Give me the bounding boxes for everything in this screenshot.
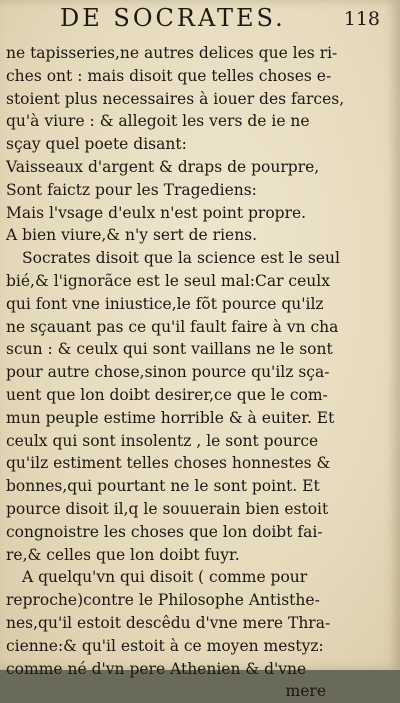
text-line: bonnes,qui pourtant ne le sont point. Et xyxy=(6,477,320,496)
running-head: DE SOCRATES. xyxy=(60,4,286,32)
text-line: reproche)contre le Philosophe Antisthe- xyxy=(6,591,320,610)
text-line: qui font vne iniustice,le fõt pource qu'ilz xyxy=(6,294,324,313)
text-line: ne tapisseries,ne autres delices que les ri- xyxy=(6,44,338,62)
text-line: mun peuple estime horrible & à euiter. Et xyxy=(6,408,335,427)
page-number: 118 xyxy=(343,8,380,30)
paragraph-start-line: A quelqu'vn qui disoit ( comme pour xyxy=(22,568,308,587)
verse-line: Sont faictz pour les Tragediens: xyxy=(6,180,257,199)
text-line: re,& celles que lon doibt fuyr. xyxy=(6,545,240,564)
verse-line: A bien viure,& n'y sert de riens. xyxy=(6,226,258,245)
text-line: ceulx qui sont insolentz , le sont pource xyxy=(6,431,319,450)
text-line: scun : & ceulx qui sont vaillans ne le sont xyxy=(6,340,333,359)
text-line: congnoistre les choses que lon doibt fai- xyxy=(6,522,323,541)
page-header xyxy=(60,4,380,40)
text-line: cienne:& qu'il estoit à ce moyen mestyz: xyxy=(6,636,324,655)
text-line: nes,qu'il estoit descêdu d'vne mere Thra- xyxy=(6,613,331,632)
text-line: sçay quel poete disant: xyxy=(6,135,187,154)
paragraph-start-line: Socrates disoit que la science est le seul xyxy=(22,249,340,268)
text-line: pour autre chose,sinon pource qu'ilz sça- xyxy=(6,363,330,382)
body-text xyxy=(6,42,345,703)
text-line: ne sçauant pas ce qu'il fault faire à vn cha xyxy=(6,317,339,336)
text-line: qu'ilz estiment telles choses honnestes & xyxy=(6,454,331,473)
text-line: qu'à viure : & allegoit les vers de ie ne xyxy=(6,112,310,131)
verse-line: Mais l'vsage d'eulx n'est point propre. xyxy=(6,203,307,222)
text-line: uent que lon doibt desirer,ce que le com- xyxy=(6,385,328,404)
text-line: pource disoit il,q le souuerain bien estoit xyxy=(6,499,329,518)
catchword: mere xyxy=(285,682,326,701)
text-line: ches ont : mais disoit que telles choses e- xyxy=(6,66,332,85)
verse-line: Vaisseaux d'argent & draps de pourpre, xyxy=(6,157,320,176)
text-line: comme né d'vn pere Athenien & d'vne xyxy=(6,659,307,678)
text-line: stoient plus necessaires à iouer des farces, xyxy=(6,89,345,108)
text-line: bié,& l'ignorãce est le seul mal:Car ceulx xyxy=(6,271,330,290)
